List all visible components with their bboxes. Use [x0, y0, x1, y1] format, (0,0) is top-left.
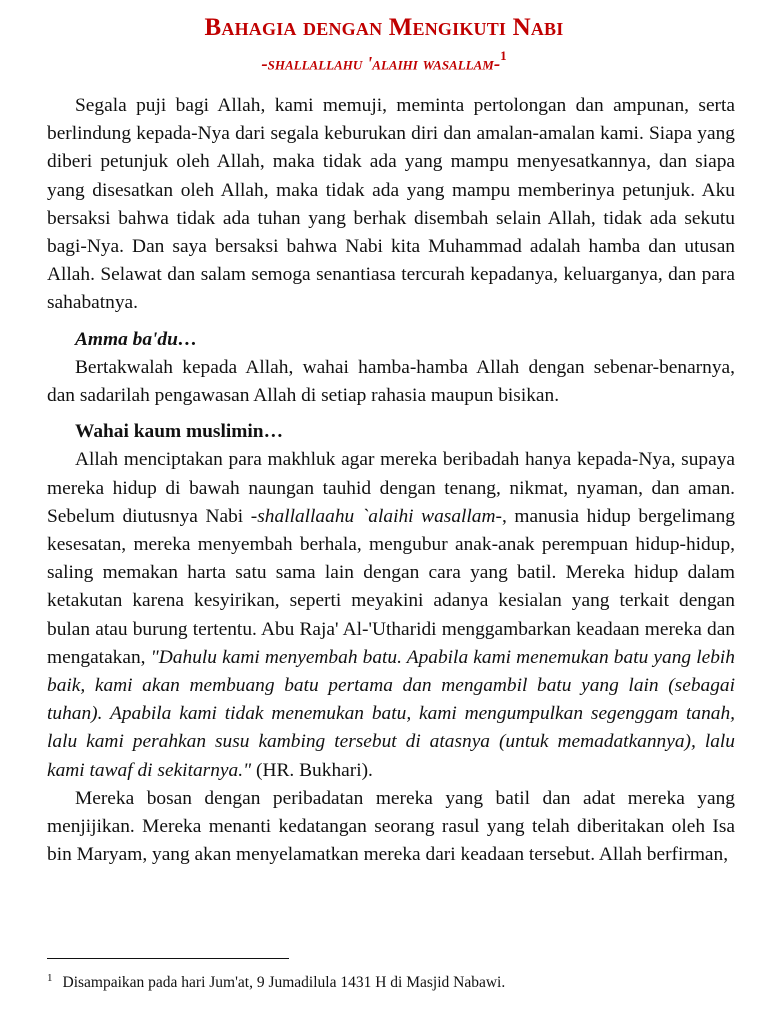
page-title: Bahagia dengan Mengikuti Nabi	[204, 14, 564, 41]
subtitle-text: -shallallahu 'alaihi wasallam-	[261, 53, 501, 75]
paragraph-creation-quote: "Dahulu kami menyembah batu. Apabila kami menemukan batu yang lebih baik, kami akan membuang batu pertama dan mengambil batu yang lain (sebagai tuhan). Apabila kami tidak menemukan batu, kami mengumpulkan segenggam tanah, lalu kami perahkan susu kambing tersebut di atasnya (untuk memadatkannya), lalu kami tawaf di sekitarnya."	[47, 646, 735, 781]
paragraph-taqwa: Bertakwalah kepada Allah, wahai hamba-hamba Allah dengan sebenar-benarnya, dan sadarilah pengawasan Allah di setiap rahasia maupun bisikan.	[47, 356, 735, 407]
footnote	[47, 968, 735, 993]
paragraph-creation-part-a: Allah menciptakan para makhluk agar mereka beribadah hanya kepada-Nya, supaya mereka hidup di bawah naungan tauhid dengan tenang, nikmat, nyaman, dan aman. Sebelum diutusnya Nabi	[47, 449, 735, 527]
footnote-marker: 1	[47, 972, 53, 984]
footnote-divider	[47, 958, 289, 959]
paragraph-creation-citation: (HR. Bukhari).	[251, 759, 373, 781]
footnote-text: Disampaikan pada hari Jum'at, 9 Jumadilula 1431 H di Masjid Nabawi.	[62, 974, 506, 992]
article-body	[47, 92, 735, 869]
paragraph-awaiting-messenger: Mereka bosan dengan peribadatan mereka yang batil dan adat mereka yang menjijikan. Mereka menanti kedatangan seorang rasul yang telah diberitakan oleh Isa bin Maryam, yang akan menyelamatkan mereka dari keadaan tersebut. Allah berfirman,	[47, 787, 735, 866]
section-heading-kaum-muslimin: Wahai kaum muslimin…	[75, 421, 283, 443]
paragraph-creation	[47, 446, 735, 784]
footnote-reference: 1	[500, 48, 507, 63]
section-heading-amma-badu: Amma ba'du…	[75, 328, 198, 350]
paragraph-creation-honorific: -shallallaahu `alaihi wasallam-	[250, 505, 502, 527]
paragraph-creation-part-c: , manusia hidup bergelimang kesesatan, mereka menyembah berhala, mengubur anak-anak perempuan hidup-hidup, saling memakan harta satu sama lain dengan cara yang batil. Mereka hidup dalam ketakutan karena kesyirikan, seperti meyakini adanya kesialan yang terkait dengan bulan atau burung tertentu. Abu Raja' Al-'Utharidi menggambarkan keadaan mereka dan mengatakan,	[47, 505, 735, 668]
paragraph-opening: Segala puji bagi Allah, kami memuji, meminta pertolongan dan ampunan, serta berlindung kepada-Nya dari segala keburukan diri dan amalan-amalan kami. Siapa yang diberi petunjuk oleh Allah, maka tidak ada yang mampu menyesatkannya, dan siapa yang disesatkan oleh Allah, maka tidak ada yang mampu memberinya petunjuk. Aku bersaksi bahwa tidak ada tuhan yang berhak disembah selain Allah, tidak ada sekutu bagi-Nya. Dan saya bersaksi bahwa Nabi kita Muhammad adalah hamba dan utusan Allah. Selawat dan salam semoga senantiasa tercurah kepadanya, keluarganya, dan para sahabatnya.	[47, 95, 735, 314]
page-subtitle	[0, 50, 768, 75]
